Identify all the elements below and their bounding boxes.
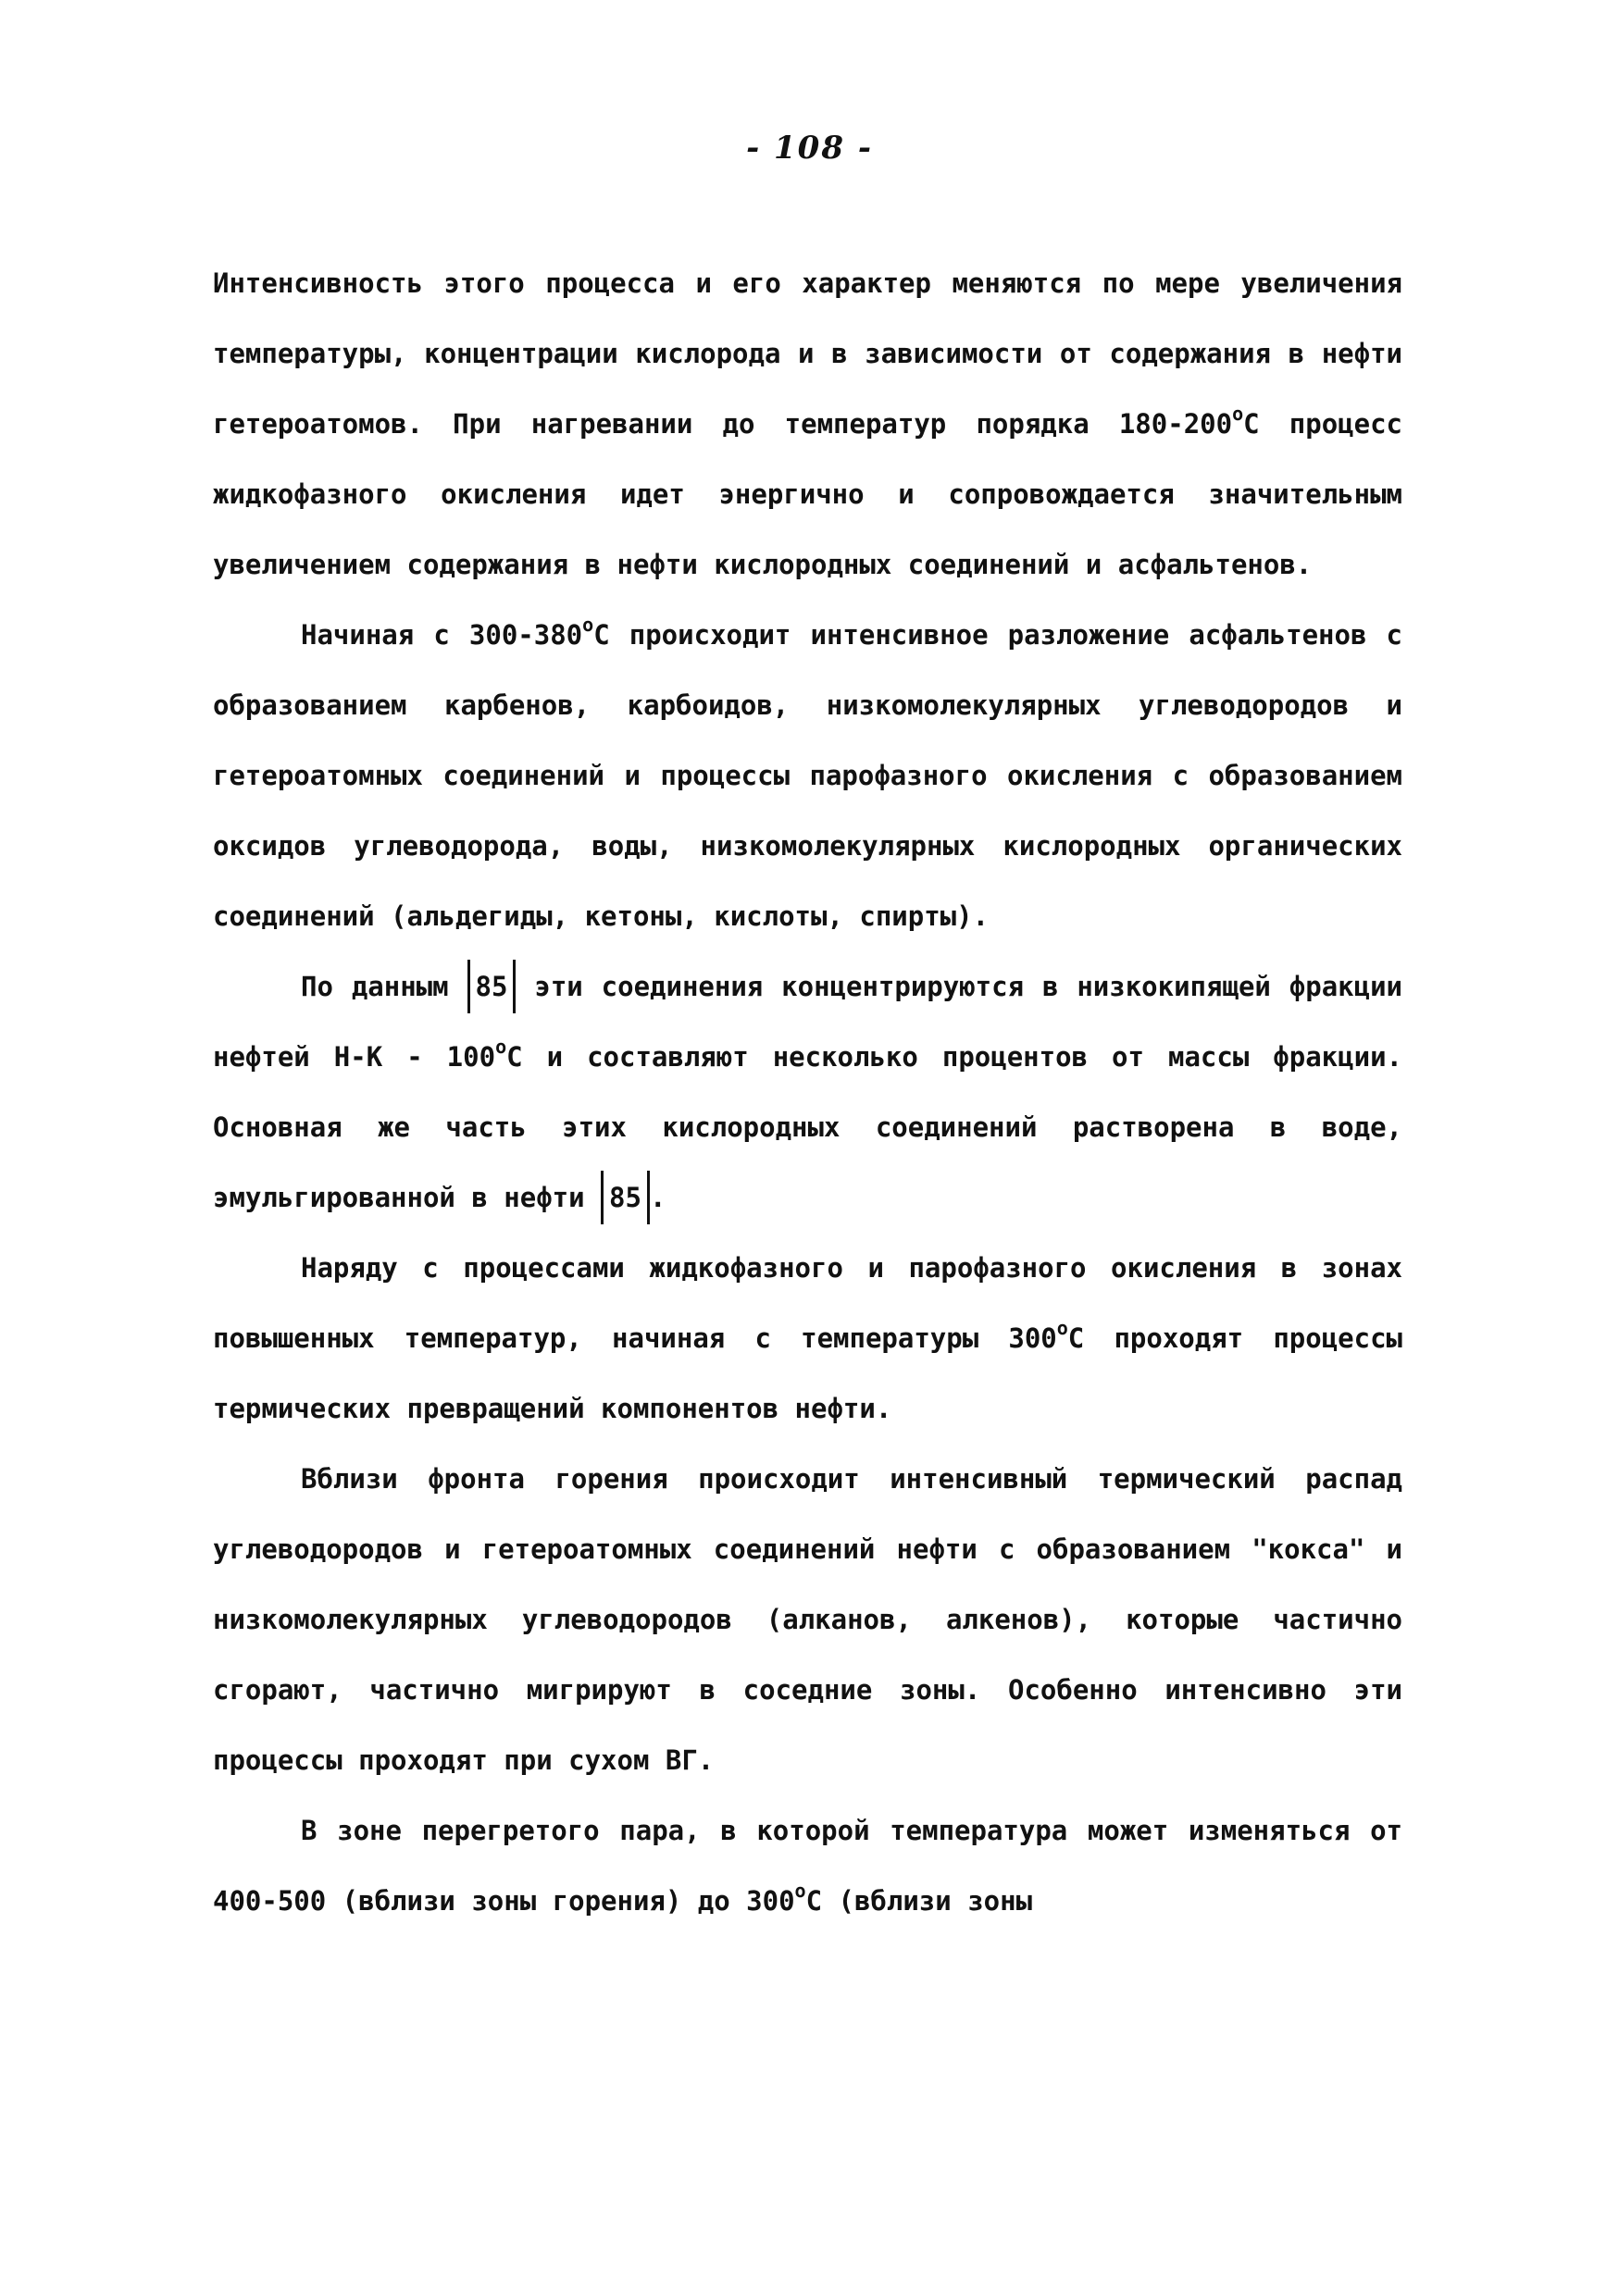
degree-mark: o: [582, 614, 594, 636]
text-run: Наряду с процессами жидкофазного и парофазного окисления в зонах повышенных температур, начиная с температуры 300: [213, 1252, 1402, 1354]
paragraph: [213, 600, 1402, 951]
text-run: С происходит интенсивное разложение асфальтенов с образованием карбенов, карбоидов, низкомолекулярных углеводородов и гетероатомных соединений и процессы парофазного окисления с образованием оксидов углеводорода, воды, низкомолекулярных кислородных органических соединений (альдегиды, кетоны, кислоты, спирты).: [213, 619, 1403, 932]
body-text: [213, 248, 1402, 1936]
text-run: Интенсивность этого процесса и его характер меняются по мере увеличения температуры, концентрации кислорода и в зависимости от содержания в нефти гетероатомов. При нагревании до температур порядка 180-200: [213, 267, 1402, 440]
text-run: С и составляют несколько процентов от массы фракции. Основная же часть этих кислородных соединений растворена в воде, эмульгированной в нефти: [213, 1041, 1402, 1213]
degree-mark: o: [495, 1036, 507, 1058]
citation-reference: 85: [467, 960, 517, 1013]
paragraph: [213, 1444, 1402, 1795]
degree-mark: o: [1056, 1317, 1068, 1339]
text-run: По данным: [301, 971, 467, 1002]
page-number: - 108 -: [746, 130, 873, 167]
text-run: С проходят процессы термических превращений компонентов нефти.: [213, 1322, 1403, 1424]
paragraph: [213, 951, 1402, 1233]
text-run: С (вблизи зоны: [805, 1885, 1033, 1917]
degree-mark: o: [794, 1880, 806, 1902]
paragraph: [213, 248, 1402, 600]
text-run: Начиная с 300-380: [301, 619, 583, 651]
text-run: эти соединения концентрируются в низкокипящей фракции нефтей Н-К - 100: [213, 971, 1402, 1073]
paragraph: [213, 1795, 1402, 1936]
text-run: В зоне перегретого пара, в которой температура может изменяться от 400-500 (вблизи зоны горения) до 300: [213, 1815, 1402, 1917]
degree-mark: o: [1232, 403, 1244, 425]
text-run: С процесс жидкофазного окисления идет энергично и сопровождается значительным увеличением содержания в нефти кислородных соединений и асфальтенов.: [213, 408, 1402, 580]
citation-reference: 85: [601, 1171, 650, 1224]
text-run: Вблизи фронта горения происходит интенсивный термический распад углеводородов и гетероатомных соединений нефти с образованием "кокса" и низкомолекулярных углеводородов (алканов, алкенов), которые частично сгорают, частично мигрируют в соседние зоны. Особенно интенсивно эти процессы проходят при сухом ВГ.: [213, 1463, 1402, 1776]
text-run: .: [649, 1182, 666, 1213]
paragraph: [213, 1233, 1402, 1444]
